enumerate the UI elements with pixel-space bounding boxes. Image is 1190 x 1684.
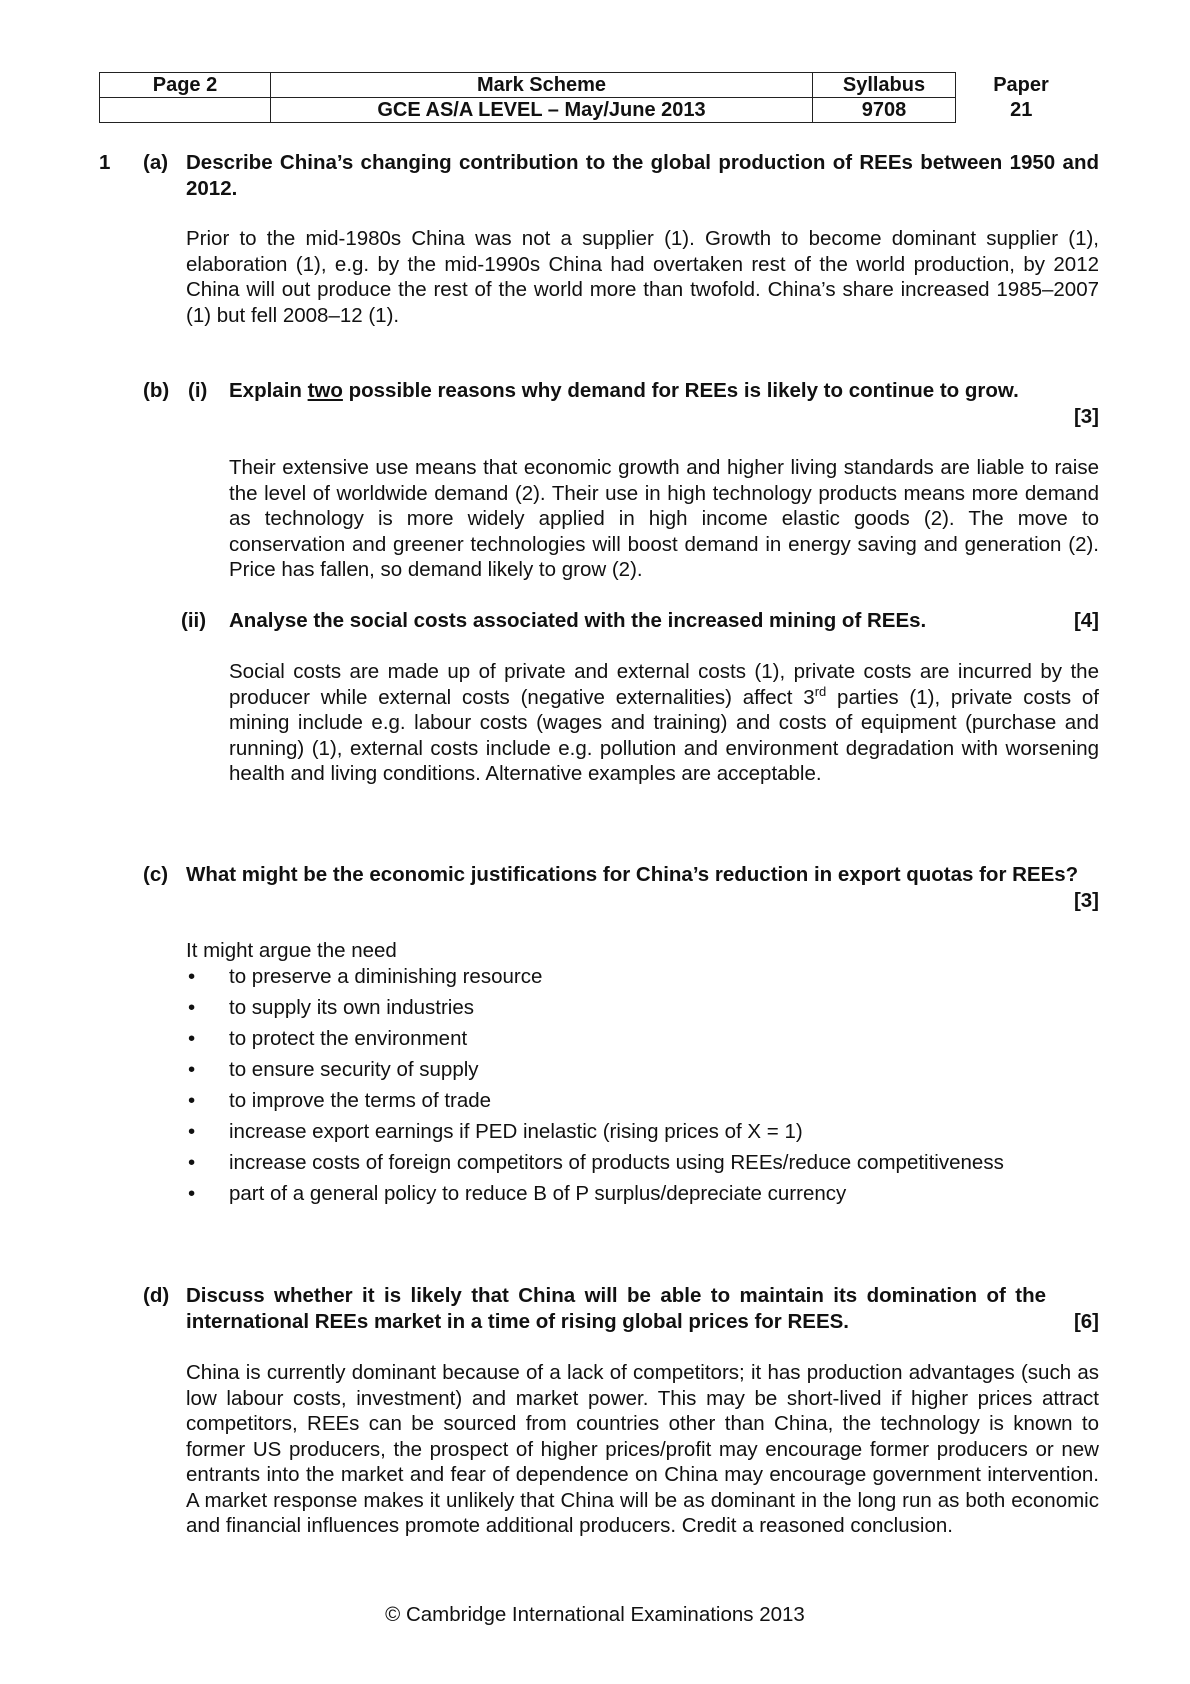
part-a-question: Describe China’s changing contribution to the global production of REEs between 1950 and 2012. [186,151,1099,200]
list-item: increase export earnings if PED inelastic (rising prices of X = 1) [229,1120,803,1143]
part-b-ii-label: (ii) [181,609,207,632]
page-cell-empty [100,98,271,123]
bullet-marker: • [188,996,196,1019]
part-b-i-answer: Their extensive use means that economic growth and higher living standards are liable to raise the level of worldwide demand (2). Their use in high technology products means more demand as technology is more widely applied in high income elastic goods (2). The move to conservation and greener technologies will boost demand in energy saving and generation (2). Price has fallen, so demand likely to grow (2). [229,456,1099,581]
part-d-question: Discuss whether it is likely that China will be able to maintain its domination of the international REEs market in a time of rising global prices for REES. [186,1284,1046,1333]
exam-title: GCE AS/A LEVEL – May/June 2013 [271,98,813,123]
header-table [99,72,1087,123]
part-c-question: What might be the economic justifications for China’s reduction in export quotas for REEs? [186,863,1079,886]
question-number: 1 [99,151,111,174]
part-b-ii-marks: [4] [1073,609,1099,632]
part-b-i-label: (i) [188,379,208,402]
paper-label: Paper [993,74,1049,96]
part-a-label: (a) [143,151,169,174]
list-item: to ensure security of supply [229,1058,479,1081]
bullet-marker: • [188,1027,196,1050]
list-item: to preserve a diminishing resource [229,965,543,988]
mark-scheme-label: Mark Scheme [271,73,813,98]
bullet-marker: • [188,1182,196,1205]
bullet-marker: • [188,1120,196,1143]
part-b-i-marks: [3] [1073,405,1099,428]
part-d-label: (d) [143,1284,170,1307]
footer-copyright: © Cambridge International Examinations 2013 [385,1603,805,1626]
bullet-marker: • [188,965,196,988]
part-d-marks: [6] [1073,1310,1099,1333]
part-b-i-question: Explain two possible reasons why demand for REEs is likely to continue to grow. [229,379,1019,402]
syllabus-label: Syllabus [813,73,956,98]
list-item: part of a general policy to reduce B of P surplus/depreciate currency [229,1182,847,1205]
part-b-label: (b) [143,379,170,402]
part-c-intro: It might argue the need [186,939,397,962]
bullet-marker: • [188,1089,196,1112]
syllabus-code: 9708 [813,98,956,123]
paper-number: 21 [1010,99,1033,121]
part-d-answer: China is currently dominant because of a lack of competitors; it has production advantages (such as low labour costs, investment) and market power. This may be short-lived if higher prices attract competitors, REEs can be sourced from countries other than China, the technology is known to former US producers, the prospect of higher prices/profit may encourage former producers or new entrants into the market and fear of dependence on China may encourage government intervention. A market response makes it unlikely that China will be as dominant in the long run as both economic and financial influences promote additional producers. Credit a reasoned conclusion. [186,1361,1099,1537]
bullet-marker: • [188,1151,196,1174]
list-item: increase costs of foreign competitors of products using REEs/reduce competitiveness [229,1151,1004,1174]
list-item: to improve the terms of trade [229,1089,492,1112]
list-item: to protect the environment [229,1027,468,1050]
page-label: Page 2 [100,73,271,98]
part-c-label: (c) [143,863,169,886]
part-b-ii-question: Analyse the social costs associated with the increased mining of REEs. [229,609,927,632]
bullet-marker: • [188,1058,196,1081]
part-b-ii-answer: Social costs are made up of private and external costs (1), private costs are incurred by the producer while external costs (negative externalities) affect 3rd parties (1), private costs of mining include e.g. labour costs (wages and training) and costs of equipment (purchase and running) (1), external costs include e.g. pollution and environment degradation with worsening health and living conditions. Alternative examples are acceptable. [229,660,1099,785]
list-item: to supply its own industries [229,996,474,1019]
part-a-answer: Prior to the mid-1980s China was not a supplier (1). Growth to become dominant supplier (1), elaboration (1), e.g. by the mid-1990s China had overtaken rest of the world production, by 2012 China will out produce the rest of the world more than twofold. China’s share increased 1985–2007 (1) but fell 2008–12 (1). [186,227,1099,327]
part-c-marks: [3] [1073,889,1099,912]
